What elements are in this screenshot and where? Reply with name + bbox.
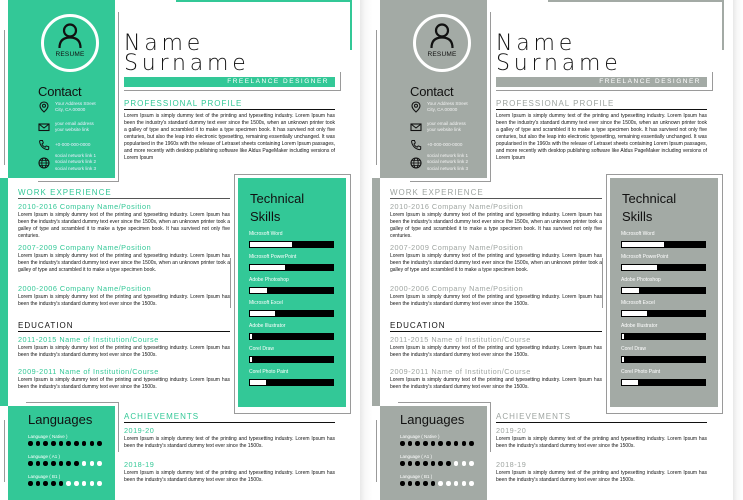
person-icon [430,23,454,49]
skill-bar-fill [250,288,267,293]
proficiency-dot [28,461,33,466]
work-rule [390,198,602,199]
social-link-2[interactable]: social network link 2 [55,159,97,165]
work-rule [18,198,230,199]
profile-rule [124,109,335,110]
skill-item [249,300,334,317]
languages-title: Languages [28,412,93,427]
website-link[interactable]: your website link [427,127,461,133]
skill-bar-fill [622,242,664,247]
first-name: Name [124,31,205,56]
left-accent-strip [372,178,380,406]
tagline: FREELANCE DESIGNER [227,78,329,85]
achievement-entry-text: Lorem Ipsum is simply dummy text of the printing and typesetting industry. Lorem Ipsum has been the industry's standard dummy text ever since the 1500s. [124,436,335,449]
frame-line-panel-right [118,12,119,182]
proficiency-dot [66,481,71,486]
proficiency-dot [36,441,41,446]
skills-title: Technical Skills [622,191,677,224]
proficiency-dot [90,481,95,486]
tagline-bar [124,77,335,87]
proficiency-dots [400,461,474,466]
education-title: EDUCATION [18,321,74,330]
proficiency-dot [74,441,79,446]
proficiency-dot [431,481,436,486]
proficiency-dot [400,481,405,486]
skill-item [249,254,334,271]
frame-line-lang-left [4,420,5,482]
profile-title: PROFESSIONAL PROFILE [496,99,615,108]
language-item [400,434,474,446]
proficiency-dot [408,461,413,466]
achievements-title: ACHIEVEMENTS [124,412,200,421]
proficiency-dot [97,461,102,466]
proficiency-dot [423,461,428,466]
skill-item [249,323,334,340]
proficiency-dot [415,461,420,466]
tagline-frame-v [340,72,341,91]
proficiency-dot [469,441,474,446]
skill-bar [621,264,706,271]
phone-icon [38,139,50,151]
candidate-name [496,31,622,76]
proficiency-dot [36,461,41,466]
candidate-name [124,31,250,76]
language-item [28,474,102,486]
proficiency-dot [43,441,48,446]
top-right-accent-line [722,0,724,50]
proficiency-dot [28,481,33,486]
language-item [28,434,102,446]
skill-bar [249,333,334,340]
frame-line-panel-right [490,12,491,182]
skill-bar [249,264,334,271]
education-entry-text: Lorem Ipsum is simply dummy text of the printing and typesetting industry. Lorem Ipsum has been the industry's standard dummy text ever since the 1500s. [390,345,602,358]
frame-line-panel-bottom [410,181,491,182]
skill-bar-fill [250,265,285,270]
skill-bar [621,356,706,363]
work-title: WORK EXPERIENCE [18,188,112,197]
proficiency-dots [28,461,102,466]
skill-item [249,231,334,248]
frame-line-lang-top [26,402,119,403]
proficiency-dot [28,441,33,446]
skill-item [621,277,706,294]
skill-label: Microsoft Word [621,231,655,237]
address-line1: Your Address Street [427,101,468,106]
work-title: WORK EXPERIENCE [390,188,484,197]
tagline-frame-h [496,90,713,91]
achievement-entry-title: 2019-20 [496,426,527,435]
proficiency-dot [66,461,71,466]
language-label: Language ( Native ) [400,434,440,439]
proficiency-dot [59,461,64,466]
top-accent-line [548,0,723,2]
frame-line-panel-bottom [38,181,119,182]
frame-line-mid [602,258,603,308]
achievement-entry-title: 2018-19 [124,460,155,469]
social-link-1[interactable]: social network link 1 [427,153,469,158]
resume-page-green [0,0,362,500]
avatar [413,14,471,72]
proficiency-dot [51,481,56,486]
frame-line-lang-top [398,402,491,403]
skill-bar-fill [622,288,639,293]
skill-bar [249,287,334,294]
proficiency-dot [438,461,443,466]
skill-bar [621,310,706,317]
skill-bar-fill [250,242,292,247]
social-link-2[interactable]: social network link 2 [427,159,469,165]
education-rule [18,331,230,332]
proficiency-dot [51,461,56,466]
education-entry-title: 2009-2011 Name of Institution/Course [18,367,159,376]
proficiency-dot [97,441,102,446]
top-right-accent-line [350,0,352,50]
skill-bar [249,356,334,363]
contact-email [38,121,94,134]
social-link-3[interactable]: social network link 3 [55,165,97,171]
proficiency-dot [454,461,459,466]
profile-title: PROFESSIONAL PROFILE [124,99,243,108]
skill-bar [249,310,334,317]
achievement-entry-text: Lorem Ipsum is simply dummy text of the printing and typesetting industry. Lorem Ipsum has been the industry's standard dummy text ever since the 1500s. [124,470,335,483]
proficiency-dot [446,481,451,486]
skill-bar-fill [622,380,638,385]
proficiency-dot [446,461,451,466]
proficiency-dot [43,481,48,486]
skill-label: Corel Photo Paint [621,369,661,375]
proficiency-dot [423,481,428,486]
address-line2: City, CA 00000 [55,107,86,113]
skill-label: Corel Photo Paint [249,369,289,375]
languages-panel [8,406,115,500]
contact-email [410,121,466,134]
language-label: Language ( B1 ) [28,474,61,479]
proficiency-dot [438,481,443,486]
skill-item [621,300,706,317]
skills-panel [610,178,718,407]
proficiency-dot [408,441,413,446]
left-accent-strip [0,178,8,406]
contact-phone [38,139,90,151]
languages-panel [380,406,487,500]
skill-label: Microsoft Excel [621,300,655,306]
skill-bar [621,379,706,386]
achievements-title: ACHIEVEMENTS [496,412,572,421]
skill-bar-fill [622,311,647,316]
proficiency-dot [462,461,467,466]
page-divider-shadow [360,0,372,500]
proficiency-dot [462,441,467,446]
proficiency-dot [454,481,459,486]
skill-bar-fill [250,357,252,362]
proficiency-dot [415,441,420,446]
proficiency-dot [90,461,95,466]
avatar-label: RESUME [427,51,457,58]
skill-label: Microsoft PowerPoint [249,254,297,260]
frame-line-lang-left [376,420,377,482]
proficiency-dot [400,441,405,446]
proficiency-dot [454,441,459,446]
proficiency-dot [90,441,95,446]
proficiency-dot [51,441,56,446]
proficiency-dot [400,461,405,466]
skills-panel [238,178,346,407]
achievement-entry-title: 2019-20 [124,426,155,435]
proficiency-dot [43,461,48,466]
skill-bar [621,241,706,248]
frame-line-left [4,30,5,165]
skill-item [621,254,706,271]
frame-line-lang-right [118,402,119,452]
proficiency-dot [408,481,413,486]
skill-bar-fill [250,334,252,339]
proficiency-dot [415,481,420,486]
language-item [400,474,474,486]
last-name: Surname [496,51,622,76]
location-pin-icon [38,101,50,113]
social-link-1[interactable]: social network link 1 [55,153,97,158]
contact-title: Contact [410,84,454,99]
skill-item [249,369,334,386]
tagline: FREELANCE DESIGNER [599,78,701,85]
tagline-bar [496,77,707,87]
profile-text: Lorem Ipsum is simply dummy text of the printing and typesetting industry. Lorem Ipsum has been the industry's standard dummy text ever since the 1500s, when an unknown printer took a galley of type and scrambled it to make a type specimen book. It has survived not only five centuries, but also the leap into electronic typesetting, remaining essentially unchanged. It was popularised in the 1960s with the release of Letraset sheets containing Lorem Ipsum passages, and more recently with desktop publishing software like Aldus PageMaker including versions of Lorem Ipsum [496,113,707,161]
proficiency-dot [74,481,79,486]
avatar [41,14,99,72]
languages-title: Languages [400,412,465,427]
work-entry-text: Lorem Ipsum is simply dummy text of the printing and typesetting industry. Lorem Ipsum has been the industry's standard dummy text ever since the 1500s, when an unknown printer took a galley of type and scrambled it to make a type specimen book. [18,253,230,273]
achievement-entry-text: Lorem Ipsum is simply dummy text of the printing and typesetting industry. Lorem Ipsum has been the industry's standard dummy text ever since the 1500s. [496,470,707,483]
proficiency-dot [462,481,467,486]
skill-bar-fill [622,357,624,362]
skill-label: Adobe Illustrator [249,323,286,329]
envelope-icon [410,121,422,133]
language-item [400,454,474,466]
skill-label: Microsoft Word [249,231,283,237]
education-entry-title: 2011-2015 Name of Institution/Course [18,335,159,344]
contact-social [410,153,468,172]
language-label: Language ( Native ) [28,434,68,439]
education-entry-text: Lorem Ipsum is simply dummy text of the printing and typesetting industry. Lorem Ipsum has been the industry's standard dummy text ever since the 1500s. [18,345,230,358]
skill-item [249,346,334,363]
language-label: Language ( A1 ) [400,454,433,459]
contact-phone [410,139,462,151]
address-line2: City, CA 00000 [427,107,458,113]
tagline-frame-v [712,72,713,91]
skill-label: Microsoft Excel [249,300,283,306]
skill-item [621,369,706,386]
achievements-rule [496,422,707,423]
proficiency-dot [469,461,474,466]
proficiency-dot [97,481,102,486]
work-entry-title: 2010-2016 Company Name/Position [390,202,524,211]
skill-label: Adobe Photoshop [249,277,289,283]
proficiency-dots [28,441,102,446]
language-item [28,454,102,466]
contact-address [410,101,468,114]
proficiency-dot [74,461,79,466]
frame-line-left [376,30,377,165]
contact-panel [8,0,115,178]
proficiency-dot [469,481,474,486]
email-link[interactable]: your email address [427,121,466,126]
envelope-icon [38,121,50,133]
contact-panel [380,0,487,178]
phone-number: +0-000-000-0000 [427,142,463,147]
frame-line-lang-right [490,402,491,452]
top-accent-line [176,0,351,2]
contact-title: Contact [38,84,82,99]
skill-bar [621,287,706,294]
skill-bar-fill [250,380,266,385]
proficiency-dot [431,461,436,466]
proficiency-dots [400,441,474,446]
education-rule [390,331,602,332]
skill-bar [621,333,706,340]
first-name: Name [496,31,577,56]
address-line1: Your Address Street [55,101,96,106]
page-edge-shadow [733,0,743,500]
skill-item [621,346,706,363]
last-name: Surname [124,51,250,76]
work-entry-text: Lorem Ipsum is simply dummy text of the printing and typesetting industry. Lorem Ipsum has been the industry's standard dummy text ever since the 1500s. [390,294,602,307]
proficiency-dots [400,481,474,486]
phone-icon [410,139,422,151]
resume-page-gray [372,0,734,500]
work-entry-title: 2000-2006 Company Name/Position [18,284,152,293]
proficiency-dot [66,441,71,446]
frame-line-mid [230,258,231,308]
skill-label: Adobe Photoshop [621,277,661,283]
tagline-frame-h [124,90,341,91]
skill-bar [249,379,334,386]
proficiency-dot [446,441,451,446]
skill-bar [249,241,334,248]
proficiency-dot [59,441,64,446]
work-entry-text: Lorem Ipsum is simply dummy text of the printing and typesetting industry. Lorem Ipsum has been the industry's standard dummy text ever since the 1500s, when an unknown printer took a galley of type and scrambled it to make a type specimen book. It has survived not only five centuries. [18,212,230,239]
proficiency-dot [423,441,428,446]
globe-icon [38,157,50,169]
work-entry-title: 2010-2016 Company Name/Position [18,202,152,211]
work-entry-text: Lorem Ipsum is simply dummy text of the printing and typesetting industry. Lorem Ipsum has been the industry's standard dummy text ever since the 1500s, when an unknown printer took a galley of type and scrambled it to make a type specimen book. [390,253,602,273]
proficiency-dot [36,481,41,486]
skill-bar-fill [622,265,657,270]
globe-icon [410,157,422,169]
avatar-label: RESUME [55,51,85,58]
email-link[interactable]: your email address [55,121,94,126]
skill-label: Corel Draw [249,346,275,352]
location-pin-icon [410,101,422,113]
education-entry-title: 2011-2015 Name of Institution/Course [390,335,531,344]
contact-social [38,153,96,172]
work-entry-title: 2007-2009 Company Name/Position [390,243,524,252]
proficiency-dots [28,481,102,486]
work-entry-title: 2000-2006 Company Name/Position [390,284,524,293]
proficiency-dot [431,441,436,446]
education-title: EDUCATION [390,321,446,330]
proficiency-dot [82,441,87,446]
proficiency-dot [438,441,443,446]
skill-item [621,323,706,340]
proficiency-dot [59,481,64,486]
contact-address [38,101,96,114]
language-label: Language ( B1 ) [400,474,433,479]
skill-label: Corel Draw [621,346,647,352]
language-label: Language ( A1 ) [28,454,61,459]
achievement-entry-text: Lorem Ipsum is simply dummy text of the printing and typesetting industry. Lorem Ipsum has been the industry's standard dummy text ever since the 1500s. [496,436,707,449]
skill-bar-fill [622,334,624,339]
proficiency-dot [82,461,87,466]
skill-label: Adobe Illustrator [621,323,658,329]
work-entry-text: Lorem Ipsum is simply dummy text of the printing and typesetting industry. Lorem Ipsum has been the industry's standard dummy text ever since the 1500s. [18,294,230,307]
skill-label: Microsoft PowerPoint [621,254,669,260]
person-icon [58,23,82,49]
social-link-3[interactable]: social network link 3 [427,165,469,171]
profile-rule [496,109,707,110]
skills-title: Technical Skills [250,191,305,224]
website-link[interactable]: your website link [55,127,89,133]
work-entry-title: 2007-2009 Company Name/Position [18,243,152,252]
skill-item [621,231,706,248]
profile-text: Lorem Ipsum is simply dummy text of the printing and typesetting industry. Lorem Ipsum has been the industry's standard dummy text ever since the 1500s, when an unknown printer took a galley of type and scrambled it to make a type specimen book. It has survived not only five centuries, but also the leap into electronic typesetting, remaining essentially unchanged. It was popularised in the 1960s with the release of Letraset sheets containing Lorem Ipsum passages, and more recently with desktop publishing software like Aldus PageMaker including versions of Lorem Ipsum [124,113,335,161]
work-entry-text: Lorem Ipsum is simply dummy text of the printing and typesetting industry. Lorem Ipsum has been the industry's standard dummy text ever since the 1500s, when an unknown printer took a galley of type and scrambled it to make a type specimen book. It has survived not only five centuries. [390,212,602,239]
education-entry-text: Lorem Ipsum is simply dummy text of the printing and typesetting industry. Lorem Ipsum has been the industry's standard dummy text ever since the 1500s. [390,377,602,390]
education-entry-title: 2009-2011 Name of Institution/Course [390,367,531,376]
achievements-rule [124,422,335,423]
skill-bar-fill [250,311,275,316]
phone-number: +0-000-000-0000 [55,142,91,147]
education-entry-text: Lorem Ipsum is simply dummy text of the printing and typesetting industry. Lorem Ipsum has been the industry's standard dummy text ever since the 1500s. [18,377,230,390]
achievement-entry-title: 2018-19 [496,460,527,469]
skill-item [249,277,334,294]
proficiency-dot [82,481,87,486]
